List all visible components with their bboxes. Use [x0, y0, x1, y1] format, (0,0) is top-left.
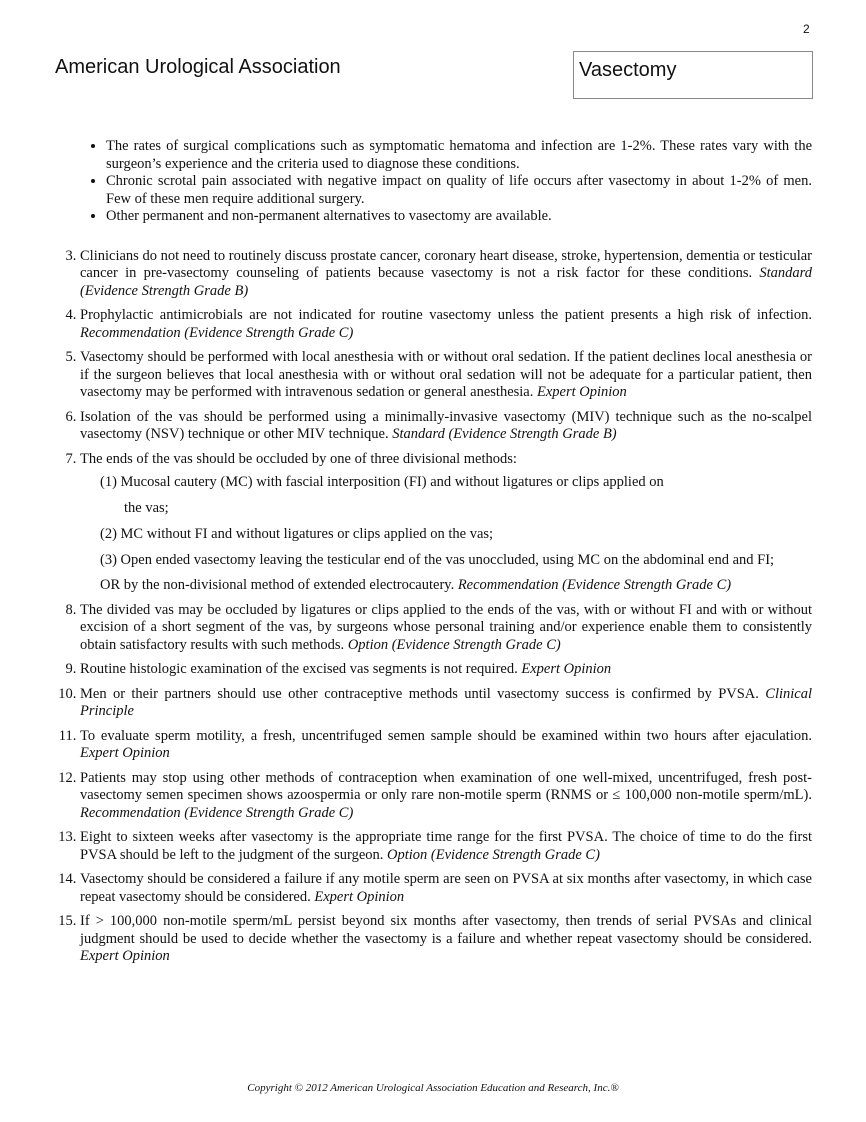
statement-10 [80, 686, 812, 721]
statement-text: Vasectomy should be performed with local anesthesia with or without oral sedation. If the patient declines local anesthesia or if the surgeon believes that local anesthesia with or without oral sedation will not be adequate for a particular patient, then vasectomy may be performed with intravenous sedation or general anesthesia. [80, 349, 812, 400]
statement-text: Men or their partners should use other contraceptive methods until vasectomy success is confirmed by PVSA. [80, 685, 759, 702]
evidence-grade: Option (Evidence Strength Grade C) [387, 846, 600, 863]
organization-name: American Urological Association [55, 56, 341, 78]
statement-8 [80, 602, 812, 655]
method-1: (1) Mucosal cautery (MC) with fascial interposition (FI) and without ligatures or clips applied on [100, 474, 664, 490]
statement-11 [80, 728, 812, 763]
copyright-footer: Copyright © 2012 American Urological Association Education and Research, Inc.® [247, 1082, 619, 1094]
method-1-continuation: the vas; [124, 499, 169, 516]
statement-6 [80, 409, 812, 444]
statement-13 [80, 829, 812, 864]
statement-4 [80, 307, 812, 342]
evidence-grade: Expert Opinion [314, 888, 405, 905]
statement-15 [80, 913, 812, 966]
statement-7 [80, 451, 812, 595]
evidence-grade: Recommendation (Evidence Strength Grade C) [80, 324, 354, 341]
method-3: (3) Open ended vasectomy leaving the testicular end of the vas unoccluded, using MC on the abdominal end and FI; [100, 551, 775, 568]
statement-text: If > 100,000 non-motile sperm/mL persist beyond six months after vasectomy, then trends of serial PVSAs and clinical judgment should be used to decide whether the vasectomy is a failure and whether repeat vasectomy should be considered. [80, 913, 812, 947]
guideline-content [56, 138, 812, 973]
statement-text: The ends of the vas should be occluded by one of three divisional methods: [80, 450, 517, 467]
statement-text: Clinicians do not need to routinely discuss prostate cancer, coronary heart disease, stroke, hypertension, dementia or testicular cancer in pre-vasectomy counseling of patients because vasectomy is not a risk factor for these conditions. [80, 247, 812, 281]
evidence-grade: Clinical Principle [80, 685, 813, 719]
or-text: OR by the non-divisional method of extended electrocautery. [100, 577, 455, 593]
occlusion-methods [100, 474, 812, 569]
document-title: Vasectomy [579, 59, 677, 81]
evidence-grade: Option (Evidence Strength Grade C) [347, 636, 561, 653]
statement-text: Patients may stop using other methods of contraception when examination of one well-mixed, uncentrifuged, fresh post-vasectomy semen specimen shows azoospermia or only rare non-motile sperm (RNMS or ≤ 100,000 non-motile sperm/mL). [80, 769, 812, 803]
statement-text: To evaluate sperm motility, a fresh, uncentrifuged semen sample should be examined within two hours after ejaculation. [80, 727, 812, 744]
statement-text: Vasectomy should be considered a failure if any motile sperm are seen on PVSA at six months after vasectomy, in which case repeat vasectomy should be considered. [80, 871, 812, 905]
statement-text: Eight to sixteen weeks after vasectomy is the appropriate time range for the first PVSA. The choice of time to do the first PVSA should be left to the judgment of the surgeon. [80, 829, 812, 863]
statement-3 [80, 248, 812, 301]
statement-text: Prophylactic antimicrobials are not indicated for routine vasectomy unless the patient presents a high risk of infection. [80, 307, 812, 323]
guideline-statement-list [56, 248, 812, 966]
statement-text: Isolation of the vas should be performed using a minimally-invasive vasectomy (MIV) technique such as the no-scalpel vasectomy (NSV) technique or other MIV technique. [80, 408, 812, 442]
page-number: 2 [803, 22, 810, 36]
statement-5 [80, 349, 812, 402]
statement-12 [80, 770, 812, 823]
statement-text: Routine histologic examination of the excised vas segments is not required. [80, 661, 518, 677]
evidence-grade: Recommendation (Evidence Strength Grade C) [80, 804, 354, 821]
non-divisional-method [100, 577, 812, 595]
method-2: (2) MC without FI and without ligatures or clips applied on the vas; [100, 526, 494, 542]
bullet-item: • The rates of surgical complications such as symptomatic hematoma and infection are 1-2%. These rates vary with the surgeon’s experience and the criteria used to diagnose these conditions. [106, 138, 812, 173]
bullet-item: • Other permanent and non-permanent alternatives to vasectomy are available. [106, 208, 812, 226]
evidence-grade: Expert Opinion [537, 384, 627, 400]
evidence-grade: Standard (Evidence Strength Grade B) [80, 265, 813, 299]
bullet-item: • Chronic scrotal pain associated with negative impact on quality of life occurs after vasectomy in about 1-2% of men. Few of these men require additional surgery. [106, 173, 812, 208]
statement-text: The divided vas may be occluded by ligatures or clips applied to the ends of the vas, with or without FI and with or without excision of a short segment of the vas, by surgeons whose personal training and/or experience enable them to consistently obtain satisfactory results with such methods. [80, 601, 812, 653]
statement-14 [80, 871, 812, 906]
evidence-grade: Standard (Evidence Strength Grade B) [392, 426, 617, 442]
evidence-grade: Expert Opinion [80, 745, 170, 761]
document-title-box [573, 51, 813, 99]
evidence-grade: Expert Opinion [80, 948, 170, 964]
evidence-grade: Expert Opinion [521, 661, 612, 677]
counseling-bullet-list [56, 138, 812, 226]
statement-9 [80, 661, 812, 679]
evidence-grade: Recommendation (Evidence Strength Grade C) [457, 577, 732, 593]
